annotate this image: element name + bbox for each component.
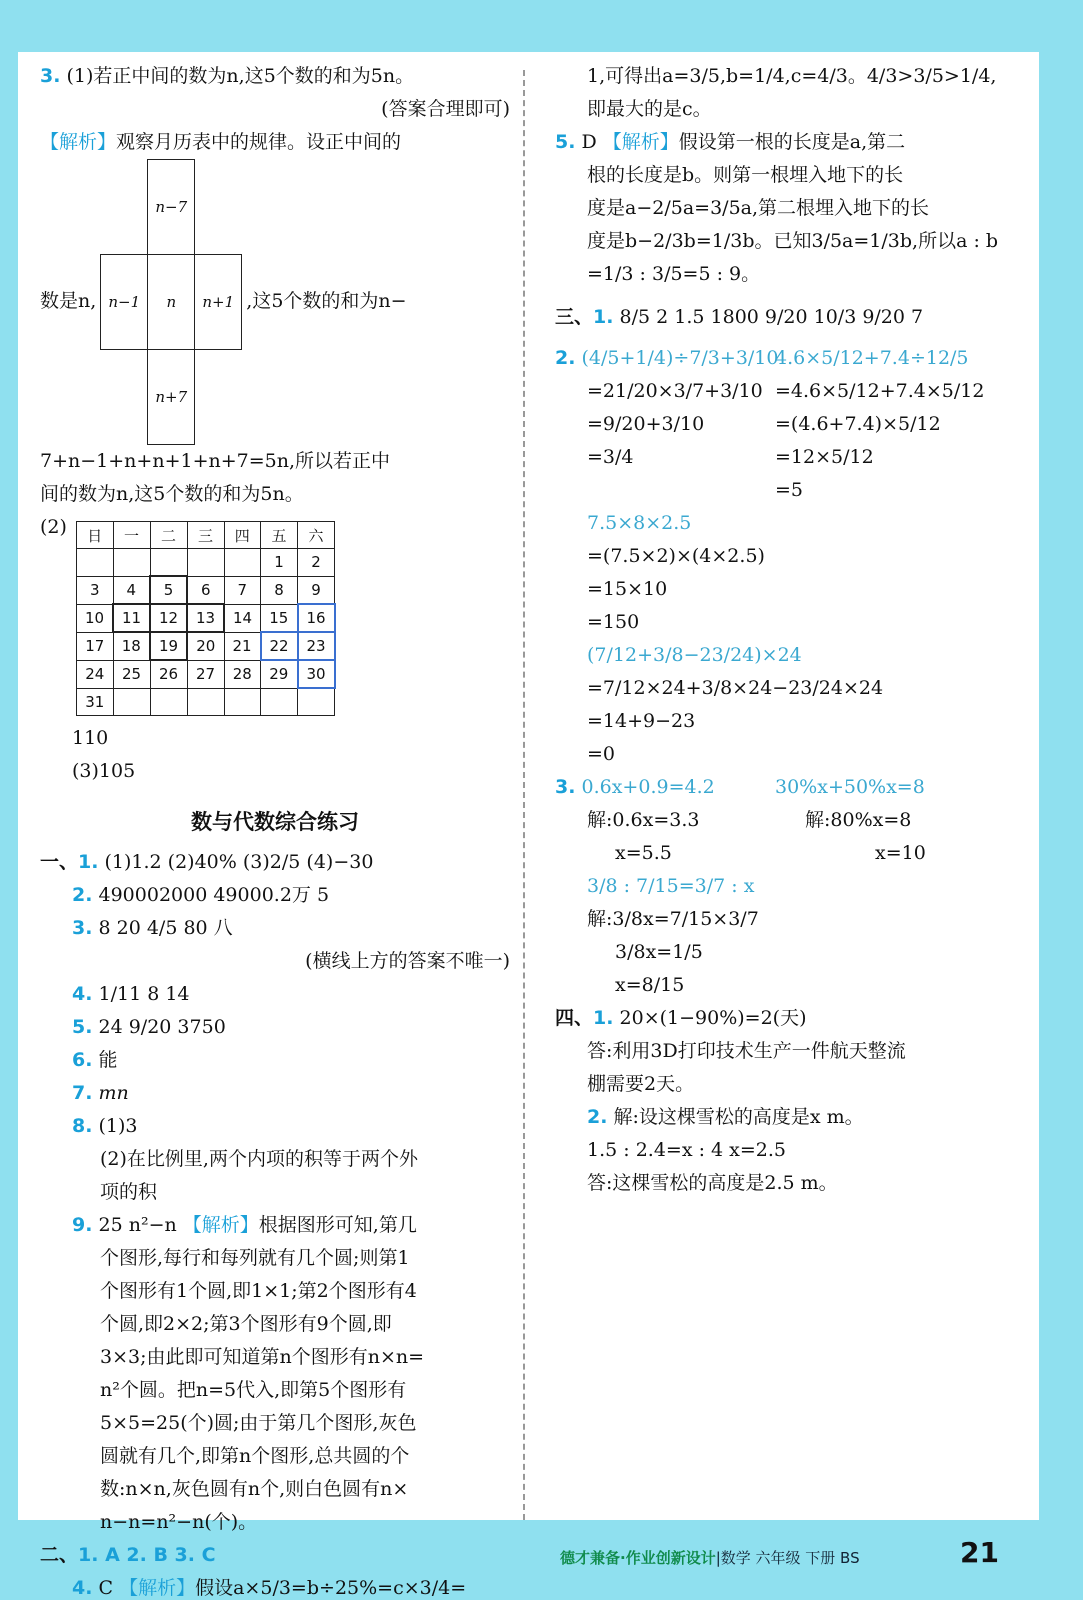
q9-line: 圆就有几个,即第n个图形,总共圆的个 [100, 1445, 410, 1467]
s3-q2c-line: =7/12×24+3/8×24−23/24×24 [587, 677, 884, 699]
s3-q2-left-line: =3/4 [587, 446, 634, 468]
q9-line: 数:n×n,灰色圆有n个,则白色圆有n× [100, 1478, 409, 1500]
q3-line1: 3. (1)若正中间的数为n,这5个数的和为5n。 [40, 65, 415, 87]
q9-line: n−n=n²−n(个)。 [100, 1511, 258, 1533]
s3-q2b-line: =15×10 [587, 578, 668, 600]
s3-q2b-line: =150 [587, 611, 640, 633]
right-border [1039, 0, 1083, 1600]
s3-q3-left-line: 解:0.6x=3.3 [587, 809, 700, 831]
s1-item-3-note: (横线上方的答案不唯一) [305, 950, 510, 972]
s3-q3-pair [555, 771, 1005, 870]
footer-subject: |数学 六年级 下册 BS [715, 1549, 860, 1567]
s3-q2-right-line: =12×5/12 [775, 446, 874, 468]
s3-q3-left-line: x=5.5 [615, 842, 672, 864]
page-number: 21 [960, 1536, 999, 1569]
s3-q3b-line: 3/8x=1/5 [615, 941, 703, 963]
s3-q3b-line: 3/8 : 7/15=3/7 : x [587, 875, 755, 897]
q9-line: 个圆,即2×2;第3个图形有9个圆,即 [100, 1313, 392, 1335]
q5-line: 根的长度是b。则第一根埋入地下的长 [587, 164, 904, 186]
s3-q2-left-line: 2. (4/5+1/4)÷7/3+3/10 [555, 347, 779, 369]
s1-item-8-line3: 项的积 [100, 1181, 158, 1203]
s3-q2-right-line: 4.6×5/12+7.4÷12/5 [775, 347, 969, 369]
s4-q1-line: 棚需要2天。 [587, 1073, 695, 1095]
s4-q2-line: 1.5 : 2.4=x : 4 x=2.5 [587, 1139, 787, 1161]
q3-line5: 间的数为n,这5个数的和为5n。 [40, 483, 304, 505]
q9-line: 5×5=25(个)圆;由于第几个图形,灰色 [100, 1412, 417, 1434]
q4-continued-2: 即最大的是c。 [587, 98, 712, 120]
s3-q2c-line: (7/12+3/8−23/24)×24 [587, 644, 802, 666]
s1-item-4: 4. 1/11 8 14 [72, 983, 190, 1005]
q9-line: 个图形,每行和每列就有几个圆;则第1 [100, 1247, 410, 1269]
s2-items: 二、1. A 2. B 3. C [40, 1544, 216, 1566]
s3-q3-right-line: 30%x+50%x=8 [775, 776, 925, 798]
q3-note: (答案合理即可) [381, 98, 510, 120]
s3-q2-pair [555, 342, 1005, 507]
q9-line: n²个圆。把n=5代入,即第5个图形有 [100, 1379, 407, 1401]
s3-q2b-line: =(7.5×2)×(4×2.5) [587, 545, 765, 567]
q5-line: 度是a−2/5a=3/5a,第二根埋入地下的长 [587, 197, 930, 219]
s3-q2b-line: 7.5×8×2.5 [587, 512, 692, 534]
s3-q3b-line: x=8/15 [615, 974, 685, 996]
s1-item-2: 2. 490002000 49000.2万 5 [72, 884, 330, 906]
s3-q2-left-line: =9/20+3/10 [587, 413, 705, 435]
s4-q1: 四、1. 20×(1−90%)=2(天) [555, 1007, 807, 1029]
s1-item-1: 一、1. (1)1.2 (2)40% (3)2/5 (4)−30 [40, 851, 374, 873]
s3-q3-left [555, 771, 775, 870]
s4-q2: 2. 解:设这棵雪松的高度是x m。 [587, 1106, 864, 1128]
q3-answer-3: (3)105 [72, 760, 136, 782]
left-border [0, 0, 18, 1600]
s3-q2-left [555, 342, 779, 507]
s3-q3b-line: 解:3/8x=7/15×3/7 [587, 908, 759, 930]
column-divider [523, 70, 525, 1520]
q5-line1: 5. D 【解析】假设第一根的长度是a,第二 [555, 131, 906, 153]
q9-line: 3×3;由此即可知道第n个图形有n×n= [100, 1346, 425, 1368]
s3-q2c-line: =14+9−23 [587, 710, 696, 732]
s1-item-9: 9. 25 n²−n 【解析】根据图形可知,第几 [72, 1214, 417, 1236]
q3-p2: (2) [40, 516, 67, 538]
s3-q2-right-line: =5 [775, 479, 804, 501]
q5-line: =1/3 : 3/5=5 : 9。 [587, 263, 761, 285]
right-column [555, 60, 1005, 1200]
s3-q3-right-line: x=10 [875, 842, 926, 864]
s3-q3-right [775, 771, 1005, 870]
s1-item-7: 7. mn [72, 1082, 129, 1104]
s3-q3-left-line: 3. 0.6x+0.9=4.2 [555, 776, 715, 798]
q3-answer-110: 110 [72, 727, 109, 749]
q9-line: 个图形有1个圆,即1×1;第2个图形有4 [100, 1280, 417, 1302]
s3-q2-right [775, 342, 1005, 507]
q5-line: 度是b−2/3b=1/3b。已知3/5a=1/3b,所以a : b [587, 230, 999, 252]
s1-item-5: 5. 24 9/20 3750 [72, 1016, 226, 1038]
s3-q2-right-line: =(4.6+7.4)×5/12 [775, 413, 941, 435]
s3-q2-right-line: =4.6×5/12+7.4×5/12 [775, 380, 985, 402]
s3-q3-right-line: 解:80%x=8 [805, 809, 912, 831]
q3-analysis: 【解析】观察月历表中的规律。设正中间的 [40, 131, 402, 153]
s1-item-8: 8. (1)3 [72, 1115, 138, 1137]
s3-q1: 三、1. 8/5 2 1.5 1800 9/20 10/3 9/20 7 [555, 306, 924, 328]
q4-continued-1: 1,可得出a=3/5,b=1/4,c=4/3。4/3>3/5>1/4, [587, 65, 997, 87]
s2-item-4: 4. C 【解析】假设a×5/3=b÷25%=c×3/4= [72, 1577, 467, 1599]
s1-item-6: 6. 能 [72, 1049, 118, 1071]
q3-cross-line: 数是n, n−7 n−1 n n+1 n+7 ,这5个数的和为n− [40, 159, 510, 445]
left-column [40, 60, 510, 1605]
top-border [0, 0, 1083, 52]
calendar-table: 日 一 二 三 四 五 六 1 2 3 4 5 6 7 8 9 10 11 12 13 14 15 16 17 18 19 20 21 22 23 24 25 26 27 28 29 30 31 [76, 521, 336, 716]
section-title: 数与代数综合练习 [191, 810, 359, 834]
s1-item-3: 3. 8 20 4/5 80 八 [72, 917, 233, 939]
s3-q2c-line: =0 [587, 743, 616, 765]
s1-item-8-line2: (2)在比例里,两个内项的积等于两个外 [100, 1148, 418, 1170]
footer-brand: 德才兼备·作业创新设计 [560, 1549, 716, 1567]
s3-q2-left-line: =21/20×3/7+3/10 [587, 380, 763, 402]
footer [560, 1547, 860, 1568]
q3-line4: 7+n−1+n+n+1+n+7=5n,所以若正中 [40, 450, 391, 472]
s4-q1-line: 答:利用3D打印技术生产一件航天整流 [587, 1040, 906, 1062]
s4-q2-line: 答:这棵雪松的高度是2.5 m。 [587, 1172, 838, 1194]
cross-diagram: n−7 n−1 n n+1 n+7 [100, 159, 242, 445]
